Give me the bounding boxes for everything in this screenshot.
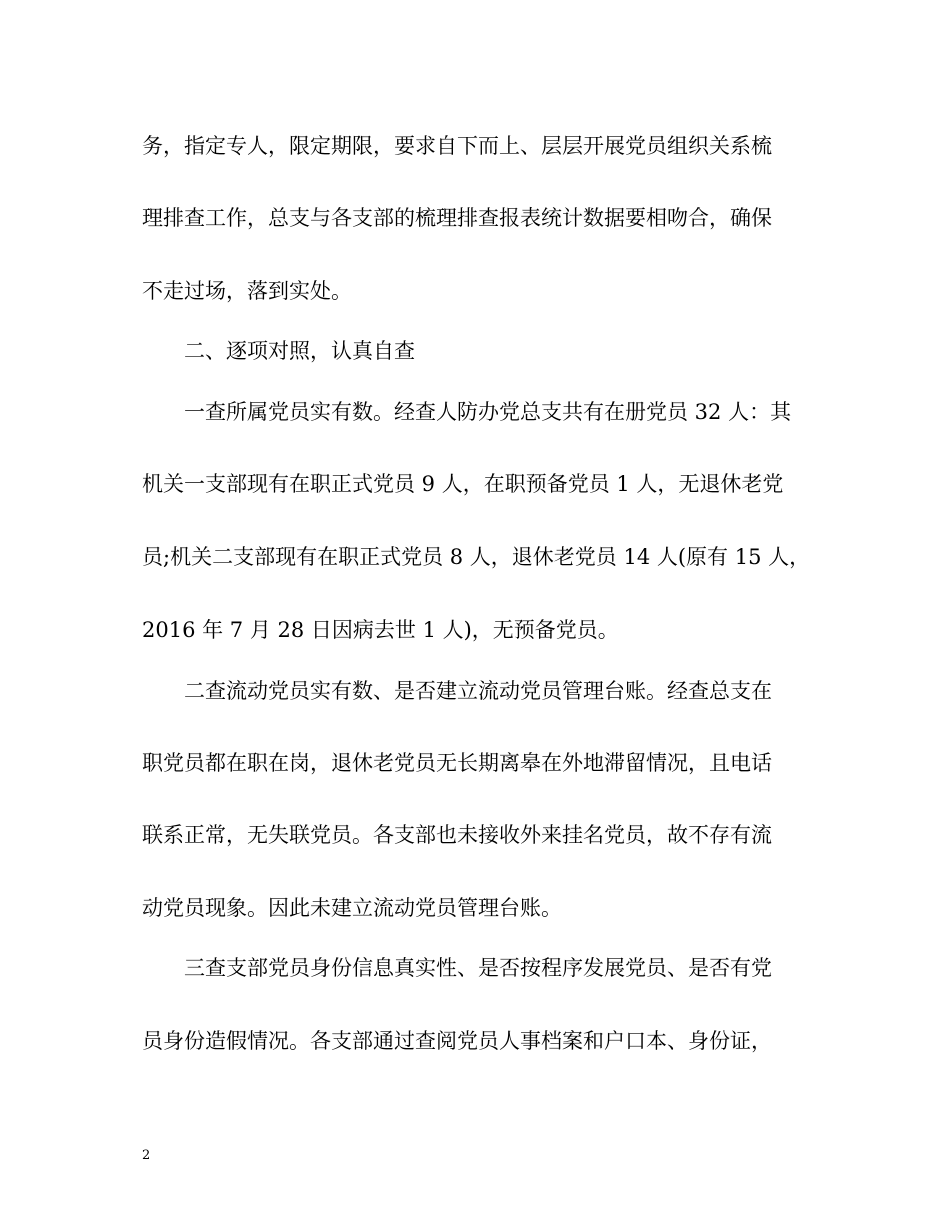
- text-line: 务，指定专人，限定期限，要求自下而上、层层开展党员组织关系梳: [142, 134, 772, 158]
- text-line: 理排查工作，总支与各支部的梳理排查报表统计数据要相吻合，确保: [142, 206, 772, 230]
- section-heading: 二、逐项对照，认真自查: [142, 339, 415, 363]
- text-line: 动党员现象。因此未建立流动党员管理台账。: [142, 896, 562, 920]
- text-line: 一查所属党员实有数。经查人防办党总支共有在册党员 32 人：其: [142, 400, 792, 424]
- text-line: 员;机关二支部现有在职正式党员 8 人，退休老党员 14 人(原有 15 人，: [142, 545, 811, 569]
- text-line: 二查流动党员实有数、是否建立流动党员管理台账。经查总支在: [142, 679, 772, 703]
- text-line: 职党员都在职在岗，退休老党员无长期离皋在外地滞留情况，且电话: [142, 751, 772, 775]
- text-line: 员身份造假情况。各支部通过查阅党员人事档案和户口本、身份证，: [142, 1029, 772, 1053]
- text-line: 2016 年 7 月 28 日因病去世 1 人)，无预备党员。: [142, 618, 619, 642]
- page-number: 2: [142, 1148, 151, 1163]
- text-line: 机关一支部现有在职正式党员 9 人，在职预备党员 1 人，无退休老党: [142, 472, 784, 496]
- text-line: 联系正常，无失联党员。各支部也未接收外来挂名党员，故不存有流: [142, 823, 772, 847]
- text-line: 三查支部党员身份信息真实性、是否按程序发展党员、是否有党: [142, 956, 772, 980]
- text-line: 不走过场，落到实处。: [142, 279, 352, 303]
